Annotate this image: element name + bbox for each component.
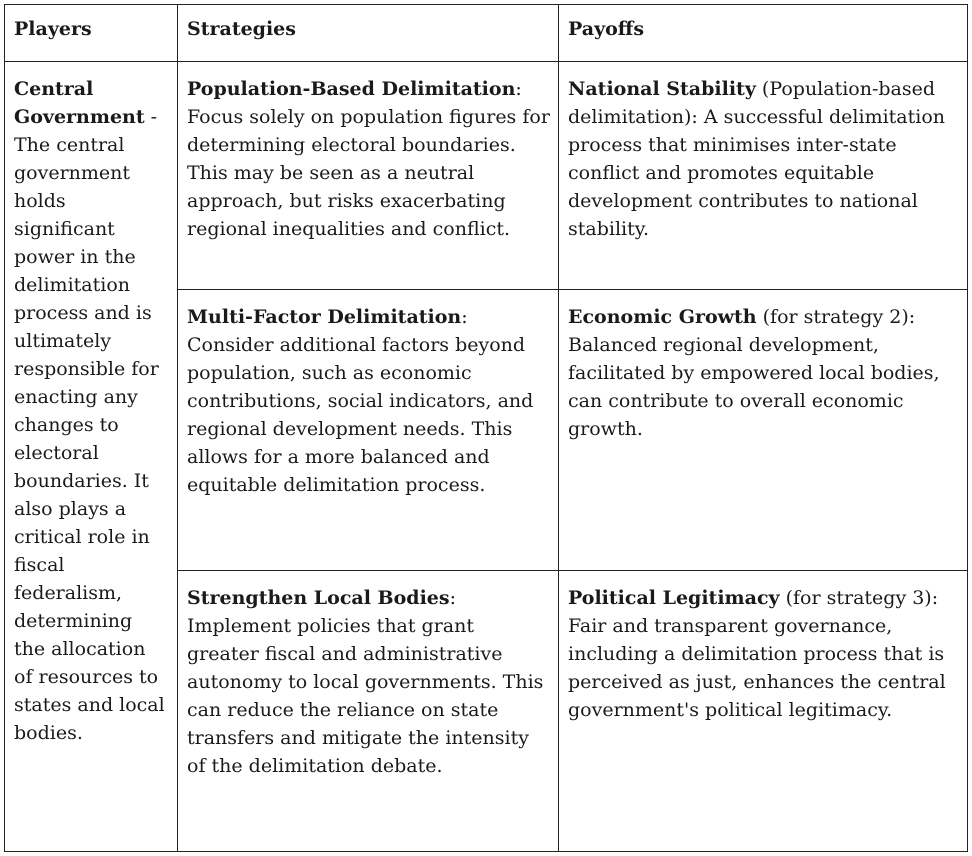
strategy-cell [178,289,559,570]
strategy-title: Multi-Factor Delimitation [187,305,462,328]
strategy-text: Implement policies that grant greater fiscal and administrative autonomy to local governments. This can reduce the reliance on state transfers and mitigate the intensity of the delimitation debate. [187,614,544,777]
game-theory-table [4,4,968,852]
payoff-qualifier: (for strategy 2): [756,305,916,328]
strategy-title: Population-Based Delimitation [187,78,516,100]
strategy-text: Focus solely on population figures for determining electoral boundaries. This may be seen as a neutral approach, but risks exacerbating regional inequalities and conflict. [187,106,550,240]
strategy-colon: : [515,78,522,100]
player-name: Central Government [14,78,145,128]
player-cell [5,62,178,852]
payoff-title: National Stability [568,78,756,100]
header-players: Players [5,5,178,62]
player-separator: - [144,106,158,128]
strategy-title: Strengthen Local Bodies [187,586,450,609]
strategy-cell [178,62,559,290]
strategy-cell [178,570,559,851]
strategy-colon: : [461,305,468,328]
payoff-cell [559,570,968,851]
header-payoffs: Payoffs [559,5,968,62]
player-description: The central government holds significant power in the delimitation process and is ultimately responsible for enacting any changes to electoral boundaries. It also plays a critical role in fiscal federalism, determining the allocation of resources to states and local bodies. [14,134,165,744]
payoff-qualifier: (for strategy 3): [779,586,939,609]
header-strategies: Strategies [178,5,559,62]
strategy-text: Consider additional factors beyond population, such as economic contributions, social indicators, and regional development needs. This allows for a more balanced and equitable delimitation process. [187,333,534,496]
table-row [5,62,968,290]
payoff-title: Political Legitimacy [568,586,780,609]
payoff-text: A successful delimitation process that minimises inter-state conflict and promotes equitable development contributes to national stability. [568,106,946,240]
payoff-text: Fair and transparent governance, including a delimitation process that is perceived as just, enhances the central government's political legitimacy. [568,614,946,721]
payoff-cell [559,289,968,570]
header-row [5,5,968,62]
payoff-cell [559,62,968,290]
payoff-qualifier: (Population-based delimitation): [568,78,936,128]
payoff-title: Economic Growth [568,305,757,328]
payoff-text: Balanced regional development, facilitated by empowered local bodies, can contribute to overall economic growth. [568,333,940,440]
strategy-colon: : [449,586,456,609]
